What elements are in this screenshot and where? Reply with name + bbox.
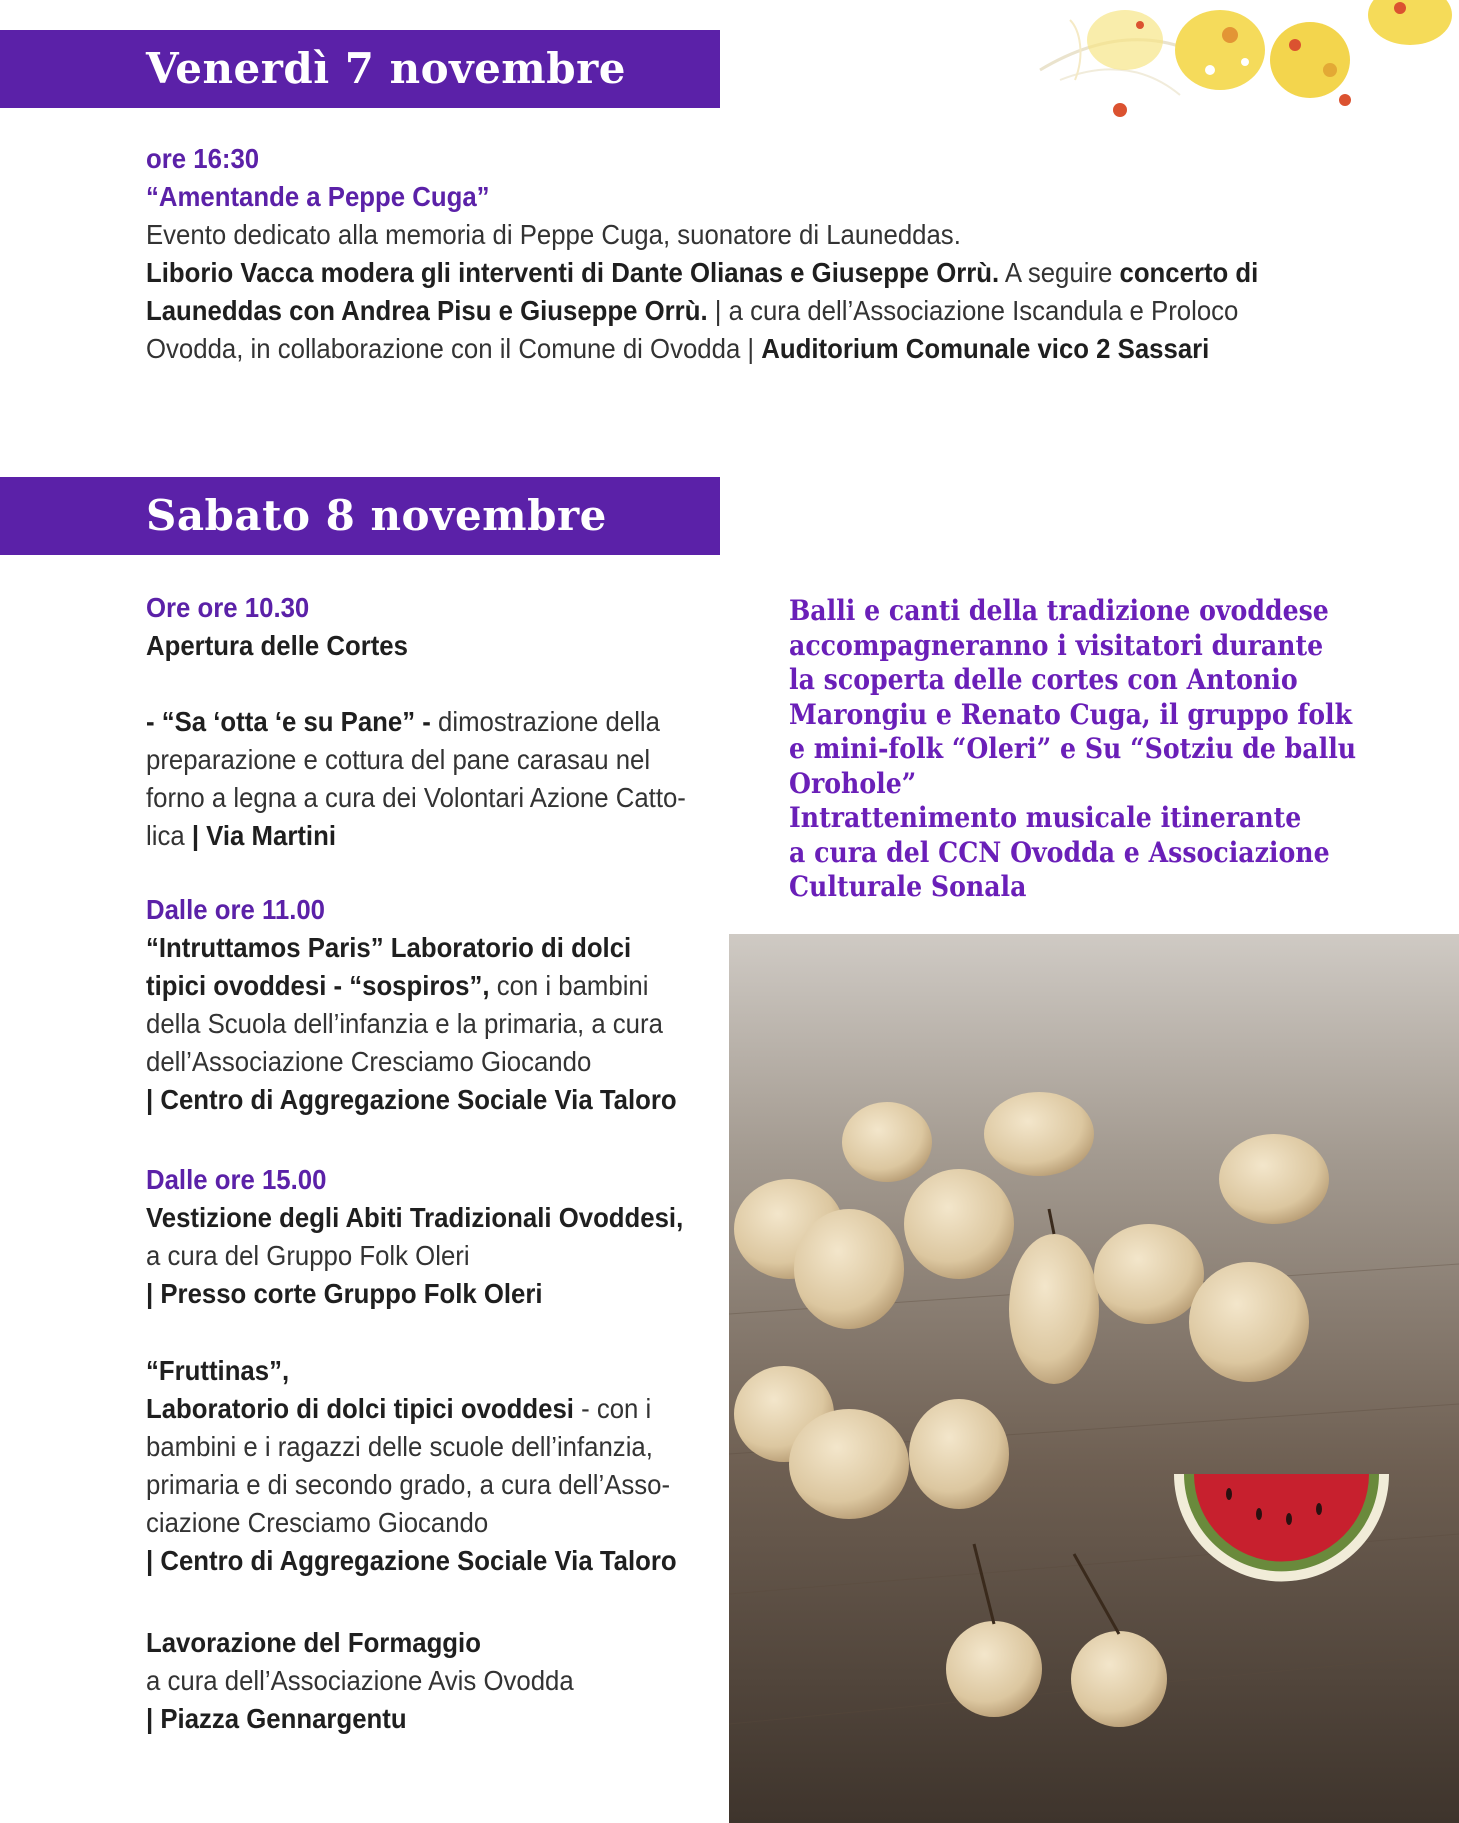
side-line: Intrattenimento musicale itinerante xyxy=(789,801,1302,834)
side-description xyxy=(789,594,1409,905)
event-location: | Presso corte Gruppo Folk Oleri xyxy=(146,1278,543,1309)
side-line: Marongiu e Renato Cuga, il gruppo folk xyxy=(789,697,1353,731)
event-line: - “Sa ‘otta ‘e su Pane” - dimostrazione della xyxy=(146,706,660,737)
event-line: “Intruttamos Paris” Laboratorio di dolci xyxy=(146,932,632,963)
event-line: della Scuola dell’infanzia e la primaria, a cura xyxy=(146,1008,663,1039)
saturday-banner xyxy=(0,477,720,555)
event-title: “Fruttinas”, xyxy=(146,1355,290,1386)
event-line: dell’Associazione Cresciamo Giocando xyxy=(146,1046,592,1077)
event-line: a cura dell’Associazione Avis Ovodda xyxy=(146,1665,574,1696)
friday-heading: Venerdì 7 novembre xyxy=(146,44,626,93)
event-title: Lavorazione del Formaggio xyxy=(146,1627,481,1658)
saturday-event-4 xyxy=(146,1352,723,1580)
side-line: accompagneranno i visitatori durante xyxy=(789,628,1324,662)
event-time: Ore ore 10.30 xyxy=(146,592,310,623)
event-line: tipici ovoddesi - “sospiros”, con i bambini xyxy=(146,970,649,1001)
event-time: Dalle ore 11.00 xyxy=(146,894,326,925)
saturday-event-3 xyxy=(146,1161,730,1313)
saturday-event-5 xyxy=(146,1624,611,1738)
saturday-event-2 xyxy=(146,891,723,1119)
friday-desc-3: Launeddas con Andrea Pisu e Giuseppe Orrù. | a cura dell’Associazione Iscandula e Proloco xyxy=(146,295,1239,326)
side-line: Balli e canti della tradizione ovoddese xyxy=(789,594,1329,627)
friday-time: ore 16:30 xyxy=(146,143,260,174)
event-line: a cura del Gruppo Folk Oleri xyxy=(146,1240,470,1271)
event-line: Vestizione degli Abiti Tradizionali Ovoddesi, xyxy=(146,1202,684,1233)
side-line: e mini-folk “Oleri” e Su “Sotziu de ballu xyxy=(789,732,1357,765)
event-line: Laboratorio di dolci tipici ovoddesi - con i xyxy=(146,1393,652,1424)
side-line: a cura del CCN Ovodda e Associazione xyxy=(789,835,1330,869)
event-line: ciazione Cresciamo Giocando xyxy=(146,1507,489,1538)
decorative-fruit-illustration xyxy=(1030,0,1459,125)
marzipan-fruits-photo xyxy=(729,934,1459,1823)
event-line: forno a legna a cura dei Volontari Azione Catto- xyxy=(146,782,686,813)
friday-title: “Amentande a Peppe Cuga” xyxy=(146,181,490,212)
friday-desc-1: Evento dedicato alla memoria di Peppe Cuga, suonatore di Launeddas. xyxy=(146,219,961,250)
event-line: lica | Via Martini xyxy=(146,820,336,851)
event-line: primaria e di secondo grado, a cura dell’Asso- xyxy=(146,1469,671,1500)
saturday-heading: Sabato 8 novembre xyxy=(146,491,607,540)
friday-desc-4: Ovodda, in collaborazione con il Comune di Ovodda | Auditorium Comunale vico 2 Sassari xyxy=(146,333,1210,364)
side-line: Culturale Sonala xyxy=(789,870,1027,903)
event-line: preparazione e cottura del pane carasau nel xyxy=(146,744,651,775)
friday-event xyxy=(146,140,1355,368)
event-line: bambini e i ragazzi delle scuole dell’infanzia, xyxy=(146,1431,653,1462)
saturday-event-1 xyxy=(146,589,733,855)
event-time: Dalle ore 15.00 xyxy=(146,1164,327,1195)
event-title: Apertura delle Cortes xyxy=(146,630,408,661)
side-line: la scoperta delle cortes con Antonio xyxy=(789,663,1298,696)
side-line: Orohole” xyxy=(789,766,917,800)
event-location: | Centro di Aggregazione Sociale Via Taloro xyxy=(146,1545,677,1576)
friday-banner xyxy=(0,30,720,108)
event-location: | Piazza Gennargentu xyxy=(146,1703,407,1734)
event-location: | Centro di Aggregazione Sociale Via Taloro xyxy=(146,1084,677,1115)
friday-desc-2: Liborio Vacca modera gli interventi di Dante Olianas e Giuseppe Orrù. A seguire concerto di xyxy=(146,257,1259,288)
